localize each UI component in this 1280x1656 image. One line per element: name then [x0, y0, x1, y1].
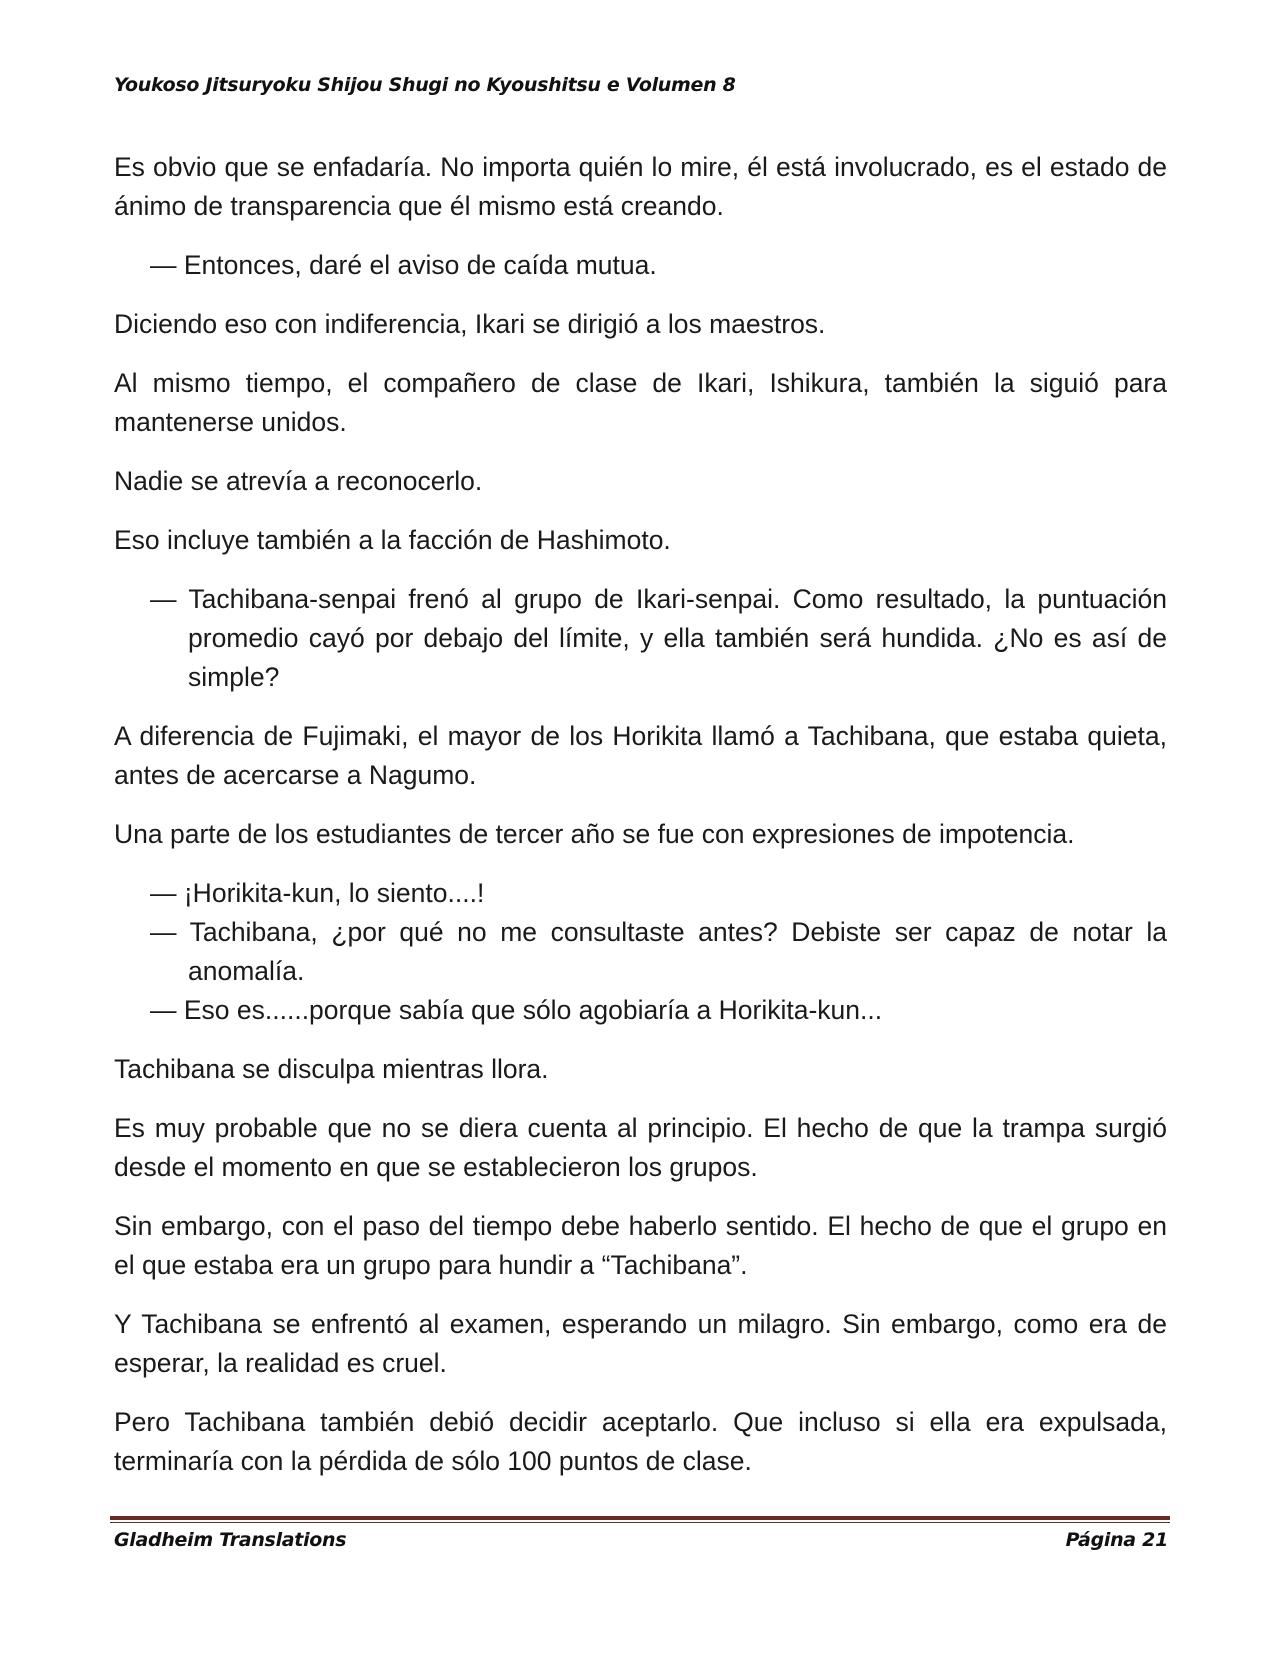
paragraph: Al mismo tiempo, el compañero de clase de Ikari, Ishikura, también la siguió para mantenerse unidos. [114, 368, 1167, 437]
dialog-line: — Tachibana-senpai frenó al grupo de Ikari-senpai. Como resultado, la puntuación promedio cayó por debajo del límite, y ella también será hundida. ¿No es así de simple? [150, 584, 1167, 692]
paragraph: Nadie se atrevía a reconocerlo. [114, 466, 483, 496]
footer-divider-thin [110, 1522, 1170, 1523]
dialog-line: — Entonces, daré el aviso de caída mutua. [150, 250, 657, 280]
dialog-group [114, 580, 1167, 697]
paragraph: Sin embargo, con el paso del tiempo debe haberlo sentido. El hecho de que el grupo en el que estaba era un grupo para hundir a “Tachibana”. [114, 1211, 1167, 1280]
paragraph: Y Tachibana se enfrentó al examen, esperando un milagro. Sin embargo, como era de esperar, la realidad es cruel. [114, 1309, 1167, 1378]
paragraph: Tachibana se disculpa mientras llora. [114, 1054, 549, 1084]
page-number: Página 21 [1065, 1529, 1168, 1551]
body-text [114, 148, 1167, 1501]
dialog-line: — Eso es......porque sabía que sólo agobiaría a Horikita-kun... [150, 995, 883, 1025]
footer-credit: Gladheim Translations [114, 1529, 347, 1551]
dialog-line: — ¡Horikita-kun, lo siento....! [150, 878, 485, 908]
paragraph: Diciendo eso con indiferencia, Ikari se dirigió a los maestros. [114, 309, 826, 339]
footer-divider [110, 1516, 1170, 1520]
paragraph: Pero Tachibana también debió decidir aceptarlo. Que incluso si ella era expulsada, terminaría con la pérdida de sólo 100 puntos de clase. [114, 1407, 1167, 1476]
paragraph: Una parte de los estudiantes de tercer año se fue con expresiones de impotencia. [114, 819, 1075, 849]
paragraph: Es muy probable que no se diera cuenta al principio. El hecho de que la trampa surgió desde el momento en que se establecieron los grupos. [114, 1113, 1167, 1182]
paragraph: Eso incluye también a la facción de Hashimoto. [114, 525, 671, 555]
dialog-group [114, 874, 1167, 1030]
dialog-line: — Tachibana, ¿por qué no me consultaste antes? Debiste ser capaz de notar la anomalía. [150, 917, 1167, 986]
header-title: Youkoso Jitsuryoku Shijou Shugi no Kyoushitsu e Volumen 8 [114, 74, 736, 96]
paragraph: Es obvio que se enfadaría. No importa quién lo mire, él está involucrado, es el estado de ánimo de transparencia que él mismo está creando. [114, 152, 1167, 221]
dialog-group [114, 246, 1167, 285]
paragraph: A diferencia de Fujimaki, el mayor de los Horikita llamó a Tachibana, que estaba quieta, antes de acercarse a Nagumo. [114, 721, 1167, 790]
